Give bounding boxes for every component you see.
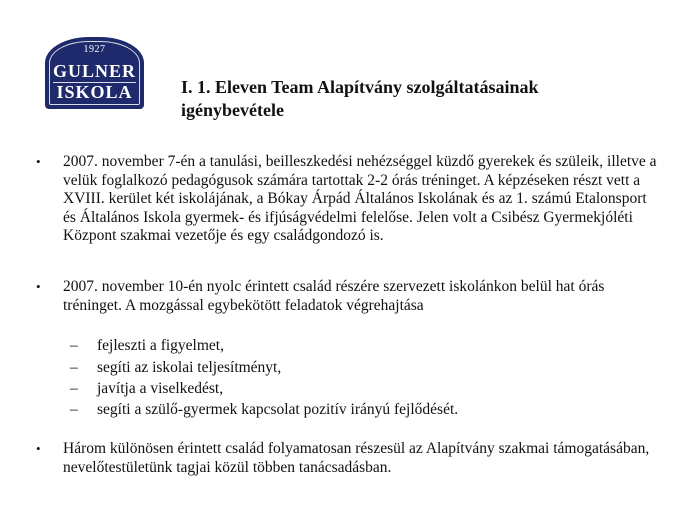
sub-item-text: fejleszti a figyelmet, [97, 337, 224, 354]
sub-item-text: segíti az iskolai teljesítményt, [97, 359, 282, 376]
page-title: I. 1. Eleven Team Alapítvány szolgáltatásainak igénybevétele [181, 77, 539, 120]
bullet-text: 2007. november 7-én a tanulási, beilleszkedési nehézséggel küzdő gyerekek és szüleik, illetve a velük foglalkozó pedagógusok számára tartottak 2-2 órás tréninget. A képzéseken részt vett a XVIII. kerület két iskolájának, a Bókay Árpád Általános Iskolának és az 1. számú Etalonsport és Általános Iskola gyermek- és ifjúságvédelmi felelőse. Jelen volt a Csibész Gyermekjóléti Központ szakmai vezetője és egy családgondozó is. [63, 153, 657, 244]
logo-name-line2: ISKOLA [56, 82, 133, 102]
bullet-text: Három különösen érintett család folyamatosan részesül az Alapítvány szakmai támogatásában, nevelőtestületünk tagjai közül többen tanácsadásban. [63, 440, 650, 476]
bullet-marker: • [36, 279, 41, 294]
sub-item-2 [70, 359, 617, 378]
bullet-item-2 [36, 278, 658, 315]
dash-marker: – [70, 401, 78, 418]
dash-marker: – [70, 337, 78, 354]
bullet-marker: • [36, 441, 41, 456]
bullet-item-3 [36, 440, 658, 477]
bullet-marker: • [36, 154, 41, 169]
sub-item-3 [70, 380, 617, 399]
dash-marker: – [70, 380, 78, 397]
sub-item-text: segíti a szülő-gyermek kapcsolat pozitív irányú fejlődését. [97, 401, 459, 418]
dash-marker: – [70, 359, 78, 376]
logo-year: 1927 [83, 44, 106, 55]
sub-item-text: javítja a viselkedést, [97, 380, 224, 397]
bullet-text: 2007. november 10-én nyolc érintett család részére szervezett iskolánkon belül hat órás tréninget. A mozgással egybekötött feladatok végrehajtása [63, 278, 605, 314]
sub-item-4 [70, 401, 617, 420]
bullet-item-1 [36, 153, 658, 246]
sub-item-1 [70, 337, 617, 356]
school-logo [45, 37, 144, 109]
logo-name-line1: GULNER [52, 61, 136, 81]
